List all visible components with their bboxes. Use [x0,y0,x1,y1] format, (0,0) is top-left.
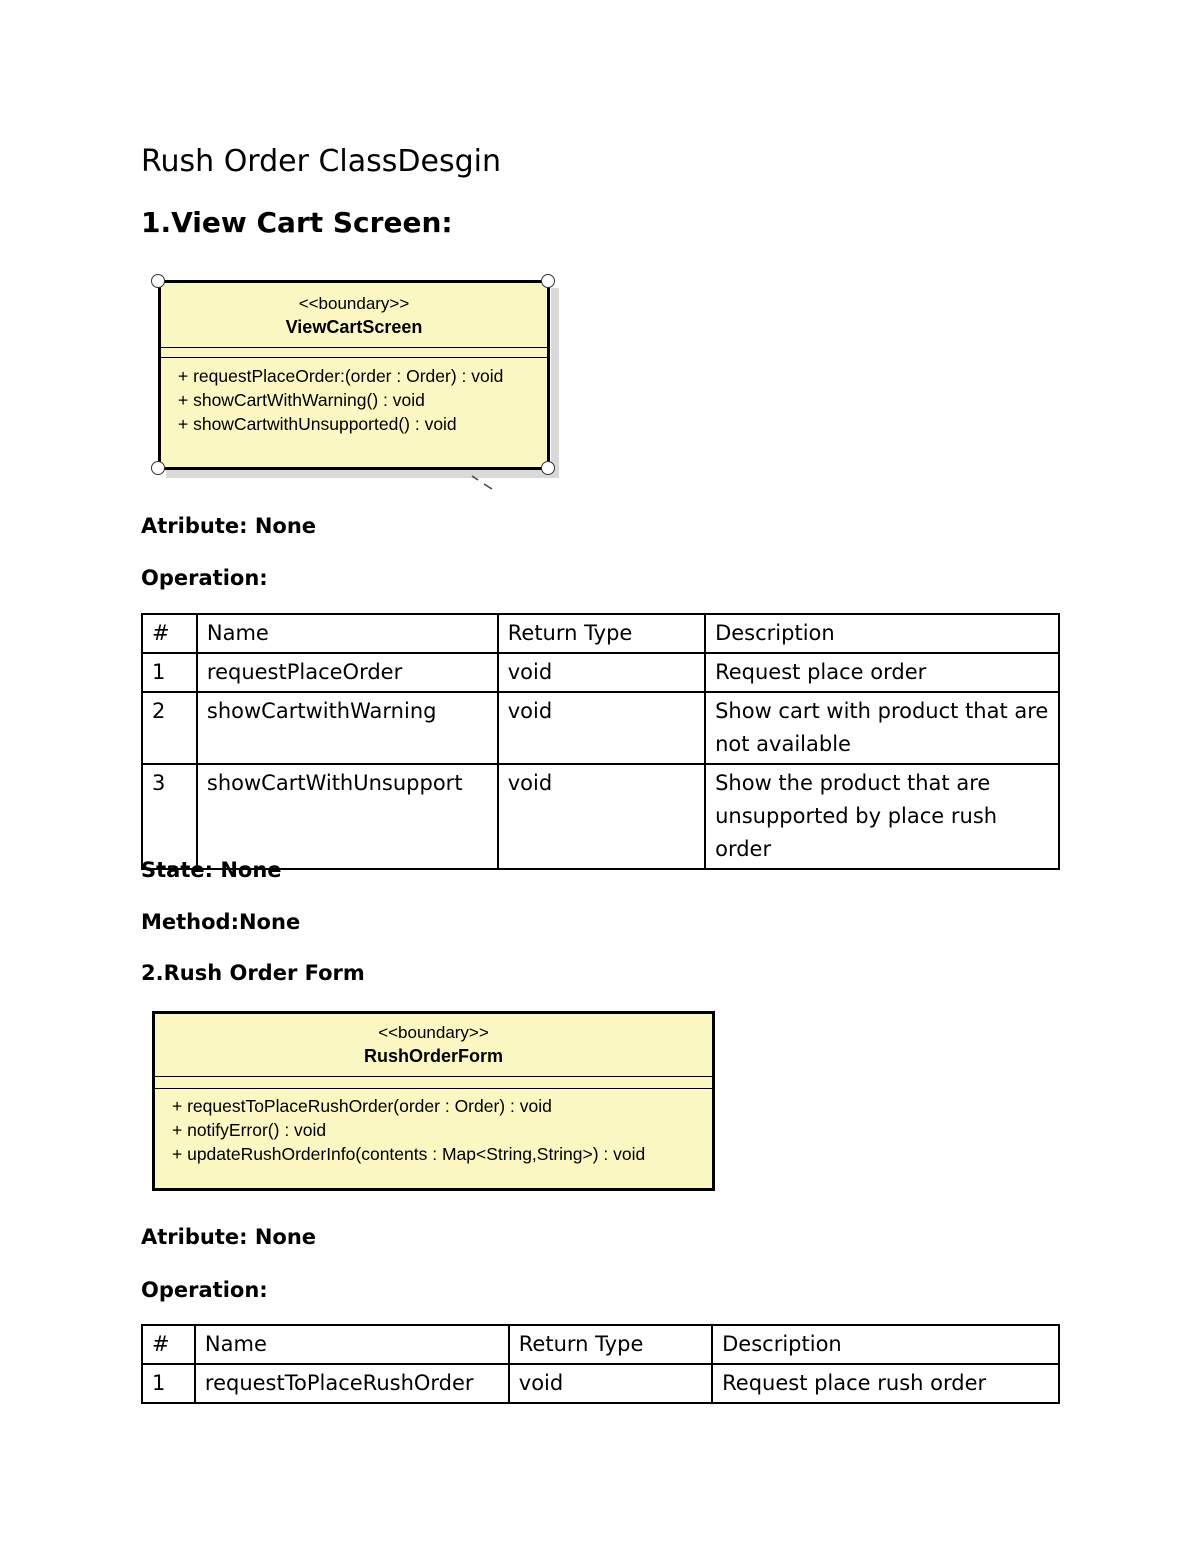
table-cell: requestPlaceOrder [197,653,498,692]
operations-table [141,613,1060,870]
table-header-row [142,1325,1059,1364]
table-cell: 1 [142,653,197,692]
connector-stub [470,474,496,492]
uml-operation: + notifyError() : void [172,1120,327,1140]
uml-stereotype: <<boundary>> [298,294,410,313]
table-header-cell: Description [705,614,1059,653]
table-cell: 1 [142,1364,195,1403]
uml-operation: + updateRushOrderInfo(contents : Map<String,String>) : void [172,1144,646,1164]
resize-handle-top-right[interactable] [541,274,555,288]
table-cell: void [498,764,705,869]
operation-label: Operation: [141,566,268,590]
table-header-cell: Name [197,614,498,653]
state-label: State: None [141,858,282,882]
section-heading-view-cart: 1.View Cart Screen: [141,206,453,239]
table-cell: showCartwithWarning [197,692,498,764]
table-cell: void [509,1364,712,1403]
uml-stereotype: <<boundary>> [378,1023,489,1042]
table-cell: void [498,692,705,764]
resize-handle-bottom-right[interactable] [541,461,555,475]
uml-operation: + requestToPlaceRushOrder(order : Order) : void [172,1096,552,1116]
table-header-cell: Return Type [498,614,705,653]
table-row [142,1364,1059,1403]
table-cell: Request place order [705,653,1059,692]
table-header-cell: Name [195,1325,509,1364]
attribute-label: Atribute: None [141,514,317,538]
table-cell: 2 [142,692,197,764]
uml-operation: + showCartWithWarning() : void [178,390,425,410]
table-cell: showCartWithUnsupport [197,764,498,869]
table-cell: void [498,653,705,692]
operations-table [141,1324,1060,1404]
resize-handle-bottom-left[interactable] [151,461,165,475]
section-heading-rush-order-form: 2.Rush Order Form [141,961,365,985]
table-cell: 3 [142,764,197,869]
table-row [142,692,1059,764]
table-header-cell: # [142,614,197,653]
table-header-cell: Return Type [509,1325,712,1364]
table-row [142,653,1059,692]
table-header-cell: # [142,1325,195,1364]
uml-operation: + requestPlaceOrder:(order : Order) : void [178,366,504,386]
document-title: Rush Order ClassDesgin [141,144,501,179]
resize-handle-top-left[interactable] [151,274,165,288]
uml-class-name: RushOrderForm [363,1046,504,1066]
table-header-cell: Description [712,1325,1059,1364]
method-label: Method:None [141,910,301,934]
table-row [142,764,1059,869]
table-cell: Show cart with product that are not available [705,692,1059,764]
uml-operation: + showCartwithUnsupported() : void [178,414,457,434]
table-cell: Show the product that are unsupported by place rush order [705,764,1059,869]
operation-label: Operation: [141,1278,268,1302]
attribute-label: Atribute: None [141,1225,317,1249]
table-cell: Request place rush order [712,1364,1059,1403]
table-cell: requestToPlaceRushOrder [195,1364,509,1403]
uml-class-name: ViewCartScreen [285,317,423,337]
table-header-row [142,614,1059,653]
